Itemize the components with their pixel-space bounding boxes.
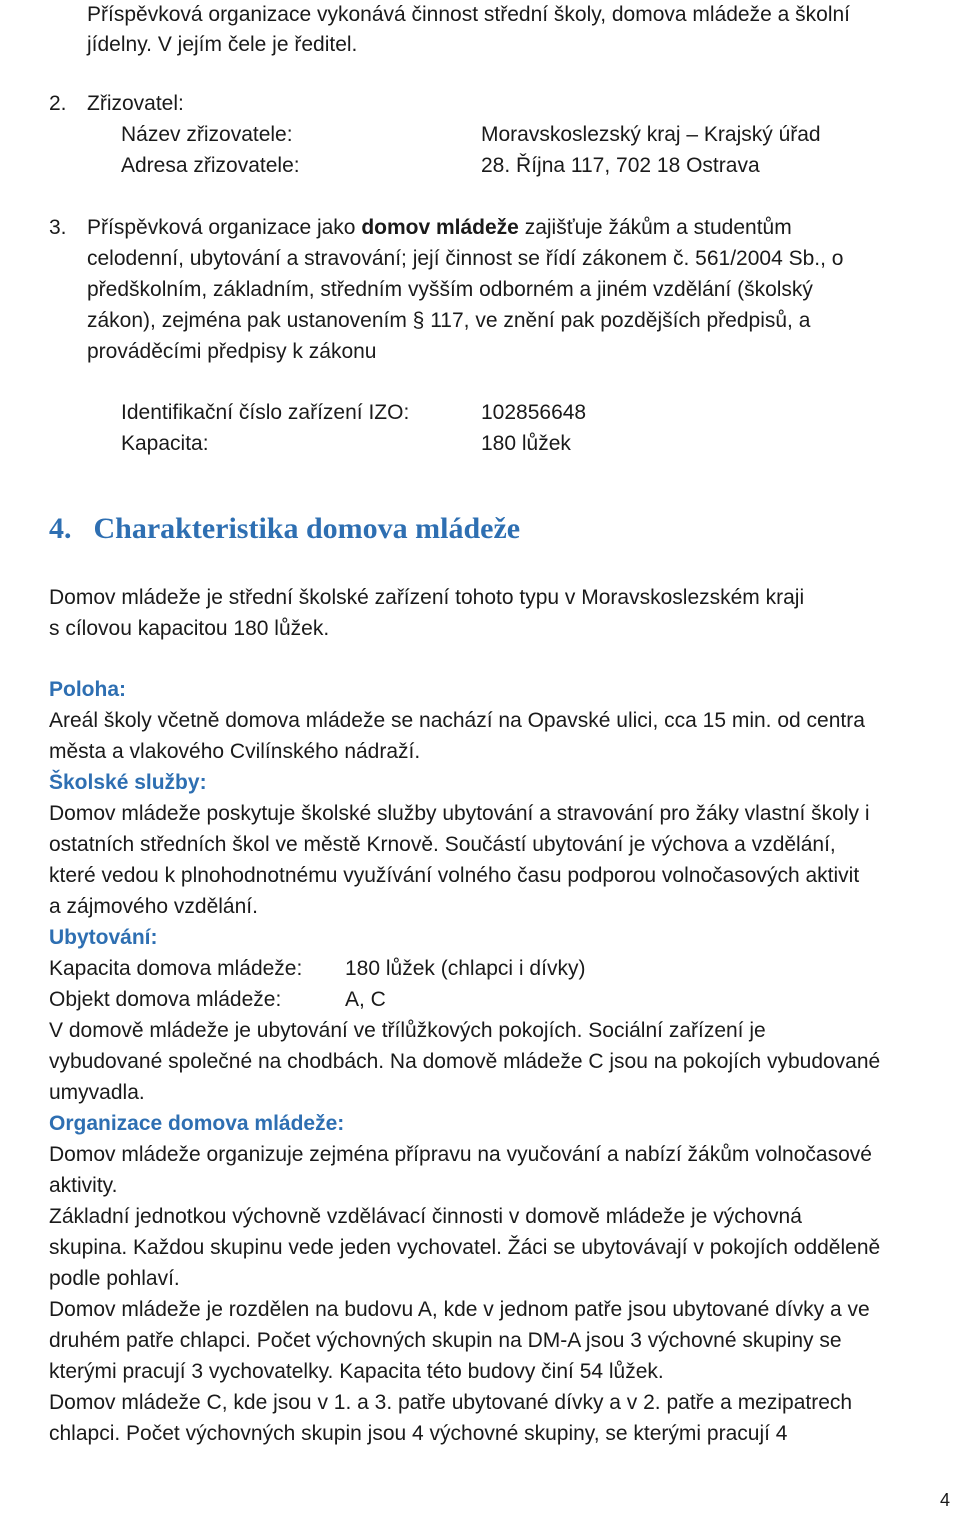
services-line-3: které vedou k plnohodnotnému využívání volného času podporou volnočasových aktivit (49, 864, 860, 887)
accommodation-title: Ubytování: (49, 926, 158, 949)
accommodation-line-3: umyvadla. (49, 1081, 145, 1104)
item3-line-5: prováděcími předpisy k zákonu (87, 340, 377, 363)
intro-line-1: Příspěvková organizace vykonává činnost střední školy, domova mládeže a školní (87, 3, 850, 26)
dorm-object-value: A, C (345, 988, 386, 1011)
organization-line-2: aktivity. (49, 1174, 118, 1197)
dorm-object-label: Objekt domova mládeže: (49, 988, 282, 1011)
dorm-capacity-value: 180 lůžek (chlapci i dívky) (345, 957, 586, 980)
organization-line-8: kterými pracují 3 vychovatelky. Kapacita této budovy činí 54 lůžek. (49, 1360, 664, 1383)
location-line-1: Areál školy včetně domova mládeže se nachází na Opavské ulici, cca 15 min. od centra (49, 709, 865, 732)
intro-line-2: jídelny. V jejím čele je ředitel. (87, 33, 358, 56)
item3-line-3: předškolním, základním, středním vyšším odborném a jiném vzdělání (školský (87, 278, 813, 301)
organization-line-3: Základní jednotkou výchovně vzdělávací činnosti v domově mládeže je výchovná (49, 1205, 802, 1228)
founder-address-value: 28. Října 117, 702 18 Ostrava (481, 154, 760, 177)
item3-line-1-bold: domov mládeže (361, 216, 519, 239)
section-intro-line-2: s cílovou kapacitou 180 lůžek. (49, 617, 330, 640)
section-title: Charakteristika domova mládeže (93, 512, 521, 545)
location-line-2: města a vlakového Cvilínského nádraží. (49, 740, 421, 763)
section-intro-line-1: Domov mládeže je střední školské zařízení tohoto typu v Moravskoslezském kraji (49, 586, 805, 609)
capacity-value: 180 lůžek (481, 432, 571, 455)
services-line-2: ostatních středních škol ve městě Krnově. Součástí ubytování je výchova a vzdělání, (49, 833, 836, 856)
founder-name-value: Moravskoslezský kraj – Krajský úřad (481, 123, 821, 146)
organization-line-4: skupina. Každou skupinu vede jeden vychovatel. Žáci se ubytovávají v pokojích odděleně (49, 1236, 881, 1259)
organization-line-6: Domov mládeže je rozdělen na budovu A, kde v jednom patře jsou ubytované dívky a ve (49, 1298, 870, 1321)
item3-line-1 (87, 213, 792, 243)
item2-number: 2. (49, 92, 67, 115)
page-number: 4 (939, 1490, 950, 1510)
item3-number: 3. (49, 216, 67, 239)
dorm-capacity-label: Kapacita domova mládeže: (49, 957, 303, 980)
item3-line-1-a: Příspěvková organizace jako (87, 216, 362, 239)
organization-line-5: podle pohlaví. (49, 1267, 180, 1290)
izo-value: 102856648 (481, 401, 587, 424)
services-line-1: Domov mládeže poskytuje školské služby ubytování a stravování pro žáky vlastní školy i (49, 802, 870, 825)
organization-title: Organizace domova mládeže: (49, 1112, 345, 1135)
services-title: Školské služby: (49, 771, 207, 794)
accommodation-line-2: vybudované společné na chodbách. Na domově mládeže C jsou na pokojích vybudované (49, 1050, 881, 1073)
section-number: 4. (49, 512, 72, 545)
organization-line-7: druhém patře chlapci. Počet výchovných skupin na DM-A jsou 3 výchovné skupiny se (49, 1329, 842, 1352)
organization-line-9: Domov mládeže C, kde jsou v 1. a 3. patře ubytované dívky a v 2. patře a mezipatrech (49, 1391, 853, 1414)
services-line-4: a zájmového vzdělání. (49, 895, 258, 918)
capacity-label: Kapacita: (121, 432, 209, 455)
section-heading (49, 510, 520, 548)
organization-line-1: Domov mládeže organizuje zejména přípravu na vyučování a nabízí žákům volnočasové (49, 1143, 872, 1166)
organization-line-10: chlapci. Počet výchovných skupin jsou 4 výchovné skupiny, se kterými pracují 4 (49, 1422, 788, 1445)
izo-label: Identifikační číslo zařízení IZO: (121, 401, 410, 424)
item3-line-4: zákon), zejména pak ustanovením § 117, ve znění pak pozdějších předpisů, a (87, 309, 811, 332)
item3-line-1-b: zajišťuje žákům a studentům (518, 216, 792, 239)
location-title: Poloha: (49, 678, 126, 701)
item2-title: Zřizovatel: (87, 92, 184, 115)
item3-line-2: celodenní, ubytování a stravování; její činnost se řídí zákonem č. 561/2004 Sb., o (87, 247, 844, 270)
accommodation-line-1: V domově mládeže je ubytování ve třílůžkových pokojích. Sociální zařízení je (49, 1019, 766, 1042)
founder-name-label: Název zřizovatele: (121, 123, 293, 146)
founder-address-label: Adresa zřizovatele: (121, 154, 300, 177)
